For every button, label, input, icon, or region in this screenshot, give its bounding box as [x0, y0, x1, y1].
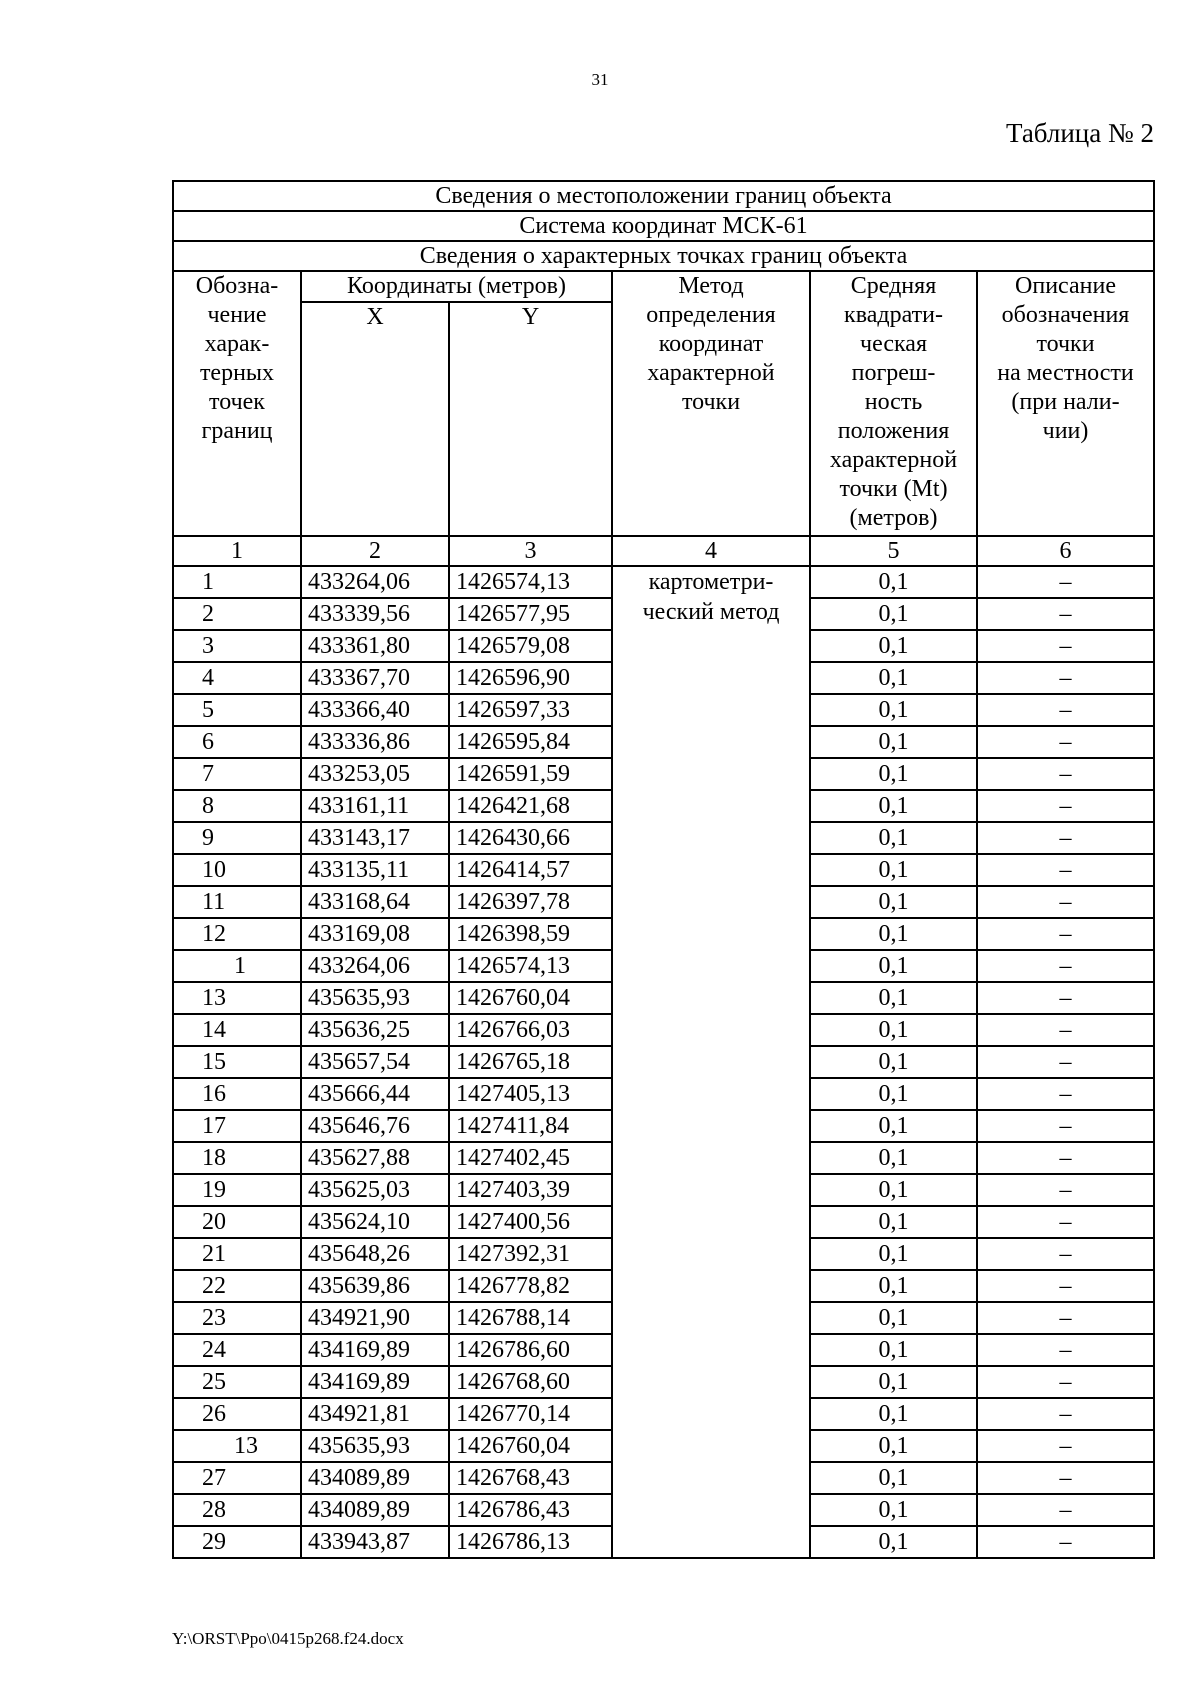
- coordinate-x: 435625,03: [301, 1174, 449, 1206]
- point-number: 25: [173, 1366, 301, 1398]
- mean-square-error: 0,1: [810, 1430, 977, 1462]
- coordinate-x: 434169,89: [301, 1334, 449, 1366]
- coordinate-y: 1426765,18: [449, 1046, 612, 1078]
- mean-square-error: 0,1: [810, 886, 977, 918]
- coordinate-y: 1426766,03: [449, 1014, 612, 1046]
- coordinate-y: 1426760,04: [449, 982, 612, 1014]
- point-description: –: [977, 1334, 1154, 1366]
- point-description: –: [977, 1526, 1154, 1558]
- point-description: –: [977, 1174, 1154, 1206]
- mean-square-error: 0,1: [810, 1014, 977, 1046]
- coordinate-x: 433366,40: [301, 694, 449, 726]
- coordinate-x: 433264,06: [301, 950, 449, 982]
- mean-square-error: 0,1: [810, 662, 977, 694]
- coordinate-y: 1426574,13: [449, 950, 612, 982]
- mean-square-error: 0,1: [810, 694, 977, 726]
- point-description: –: [977, 566, 1154, 598]
- point-number: 13: [173, 1430, 301, 1462]
- point-number: 9: [173, 822, 301, 854]
- coordinate-y: 1426414,57: [449, 854, 612, 886]
- coordinate-y: 1426421,68: [449, 790, 612, 822]
- coordinate-x: 433135,11: [301, 854, 449, 886]
- mean-square-error: 0,1: [810, 1462, 977, 1494]
- coordinate-y: 1426591,59: [449, 758, 612, 790]
- mean-square-error: 0,1: [810, 822, 977, 854]
- mean-square-error: 0,1: [810, 1302, 977, 1334]
- point-number: 29: [173, 1526, 301, 1558]
- point-description: –: [977, 1270, 1154, 1302]
- column-header-error: Средняя квадрати- ческая погреш- ность положения характерной точки (Mt) (метров): [810, 271, 977, 536]
- point-description: –: [977, 950, 1154, 982]
- coordinate-x: 433253,05: [301, 758, 449, 790]
- point-number: 1: [173, 566, 301, 598]
- coordinate-x: 433361,80: [301, 630, 449, 662]
- point-description: –: [977, 694, 1154, 726]
- coordinate-x: 433169,08: [301, 918, 449, 950]
- page-number: 31: [591, 70, 609, 89]
- point-number: 14: [173, 1014, 301, 1046]
- column-number: 3: [449, 536, 612, 566]
- coordinate-x: 435639,86: [301, 1270, 449, 1302]
- coordinate-y: 1427400,56: [449, 1206, 612, 1238]
- point-description: –: [977, 1238, 1154, 1270]
- column-numbers-row: [173, 536, 1154, 566]
- point-description: –: [977, 1494, 1154, 1526]
- coordinate-x: 435648,26: [301, 1238, 449, 1270]
- coordinates-table: [172, 180, 1155, 1559]
- coordinate-system: Система координат МСК-61: [173, 211, 1154, 241]
- point-description: –: [977, 854, 1154, 886]
- coordinate-y: 1426430,66: [449, 822, 612, 854]
- coordinate-y: 1426786,13: [449, 1526, 612, 1558]
- mean-square-error: 0,1: [810, 1046, 977, 1078]
- point-number: 15: [173, 1046, 301, 1078]
- mean-square-error: 0,1: [810, 1494, 977, 1526]
- point-number: 11: [173, 886, 301, 918]
- mean-square-error: 0,1: [810, 726, 977, 758]
- point-number: 7: [173, 758, 301, 790]
- point-description: –: [977, 1014, 1154, 1046]
- point-number: 13: [173, 982, 301, 1014]
- coordinate-y: 1426597,33: [449, 694, 612, 726]
- mean-square-error: 0,1: [810, 918, 977, 950]
- point-description: –: [977, 1302, 1154, 1334]
- mean-square-error: 0,1: [810, 982, 977, 1014]
- coordinate-y: 1426398,59: [449, 918, 612, 950]
- mean-square-error: 0,1: [810, 1238, 977, 1270]
- mean-square-error: 0,1: [810, 854, 977, 886]
- point-description: –: [977, 1110, 1154, 1142]
- coordinate-y: 1426577,95: [449, 598, 612, 630]
- point-number: 10: [173, 854, 301, 886]
- point-number: 6: [173, 726, 301, 758]
- point-description: –: [977, 822, 1154, 854]
- point-number: 19: [173, 1174, 301, 1206]
- point-description: –: [977, 886, 1154, 918]
- point-number: 12: [173, 918, 301, 950]
- column-number: 1: [173, 536, 301, 566]
- coordinate-x: 433336,86: [301, 726, 449, 758]
- coordinate-x: 433339,56: [301, 598, 449, 630]
- point-number: 3: [173, 630, 301, 662]
- mean-square-error: 0,1: [810, 790, 977, 822]
- coordinate-y: 1426786,60: [449, 1334, 612, 1366]
- file-path-footer: Y:\ORST\Ppo\0415p268.f24.docx: [172, 1629, 404, 1648]
- mean-square-error: 0,1: [810, 1142, 977, 1174]
- coordinate-x: 435646,76: [301, 1110, 449, 1142]
- column-header-x: X: [301, 302, 449, 536]
- coordinate-x: 433168,64: [301, 886, 449, 918]
- point-number: 28: [173, 1494, 301, 1526]
- point-description: –: [977, 662, 1154, 694]
- point-number: 2: [173, 598, 301, 630]
- coordinate-x: 433161,11: [301, 790, 449, 822]
- mean-square-error: 0,1: [810, 1334, 977, 1366]
- point-description: –: [977, 598, 1154, 630]
- coordinate-x: 435627,88: [301, 1142, 449, 1174]
- point-description: –: [977, 918, 1154, 950]
- point-number: 4: [173, 662, 301, 694]
- mean-square-error: 0,1: [810, 1206, 977, 1238]
- point-number: 23: [173, 1302, 301, 1334]
- coordinate-y: 1426786,43: [449, 1494, 612, 1526]
- mean-square-error: 0,1: [810, 758, 977, 790]
- mean-square-error: 0,1: [810, 1078, 977, 1110]
- column-header-designation: Обозна- чение харак- терных точек границ: [173, 271, 301, 536]
- coordinate-x: 433943,87: [301, 1526, 449, 1558]
- point-description: –: [977, 790, 1154, 822]
- coordinate-x: 435635,93: [301, 1430, 449, 1462]
- method-cell: картометри- ческий метод: [612, 566, 810, 1558]
- mean-square-error: 0,1: [810, 1366, 977, 1398]
- point-description: –: [977, 1462, 1154, 1494]
- point-description: –: [977, 726, 1154, 758]
- coordinate-x: 434089,89: [301, 1462, 449, 1494]
- point-number: 16: [173, 1078, 301, 1110]
- column-number: 6: [977, 536, 1154, 566]
- point-number: 22: [173, 1270, 301, 1302]
- mean-square-error: 0,1: [810, 1110, 977, 1142]
- mean-square-error: 0,1: [810, 566, 977, 598]
- table-title: Сведения о местоположении границ объекта: [173, 181, 1154, 211]
- mean-square-error: 0,1: [810, 598, 977, 630]
- point-number: 24: [173, 1334, 301, 1366]
- coordinate-x: 434921,90: [301, 1302, 449, 1334]
- coordinate-y: 1426760,04: [449, 1430, 612, 1462]
- column-header-y: Y: [449, 302, 612, 536]
- mean-square-error: 0,1: [810, 1526, 977, 1558]
- coordinate-y: 1426596,90: [449, 662, 612, 694]
- point-description: –: [977, 982, 1154, 1014]
- table-row: [173, 566, 1154, 598]
- point-number: 20: [173, 1206, 301, 1238]
- point-number: 21: [173, 1238, 301, 1270]
- column-number: 2: [301, 536, 449, 566]
- coordinate-x: 433367,70: [301, 662, 449, 694]
- mean-square-error: 0,1: [810, 950, 977, 982]
- point-number: 5: [173, 694, 301, 726]
- column-header-description: Описание обозначения точки на местности (при нали- чии): [977, 271, 1154, 536]
- point-number: 17: [173, 1110, 301, 1142]
- coordinate-y: 1426778,82: [449, 1270, 612, 1302]
- point-description: –: [977, 1078, 1154, 1110]
- point-description: –: [977, 630, 1154, 662]
- table-subtitle: Сведения о характерных точках границ объекта: [173, 241, 1154, 271]
- coordinate-x: 435635,93: [301, 982, 449, 1014]
- point-number: 8: [173, 790, 301, 822]
- coordinate-y: 1426579,08: [449, 630, 612, 662]
- coordinate-x: 434169,89: [301, 1366, 449, 1398]
- coordinate-y: 1427402,45: [449, 1142, 612, 1174]
- column-header-coordinates: Координаты (метров): [301, 271, 612, 302]
- point-description: –: [977, 758, 1154, 790]
- coordinate-x: 435636,25: [301, 1014, 449, 1046]
- column-header-method: Метод определения координат характерной точки: [612, 271, 810, 536]
- point-number: 27: [173, 1462, 301, 1494]
- coordinate-y: 1427405,13: [449, 1078, 612, 1110]
- coordinate-y: 1426397,78: [449, 886, 612, 918]
- table-caption: Таблица № 2: [1006, 118, 1154, 148]
- coordinate-y: 1426574,13: [449, 566, 612, 598]
- coordinate-x: 435624,10: [301, 1206, 449, 1238]
- mean-square-error: 0,1: [810, 630, 977, 662]
- coordinate-y: 1426770,14: [449, 1398, 612, 1430]
- point-number: 1: [173, 950, 301, 982]
- coordinate-y: 1427403,39: [449, 1174, 612, 1206]
- point-description: –: [977, 1142, 1154, 1174]
- point-description: –: [977, 1430, 1154, 1462]
- mean-square-error: 0,1: [810, 1174, 977, 1206]
- coordinate-x: 435657,54: [301, 1046, 449, 1078]
- mean-square-error: 0,1: [810, 1398, 977, 1430]
- mean-square-error: 0,1: [810, 1270, 977, 1302]
- coordinate-x: 435666,44: [301, 1078, 449, 1110]
- coordinate-x: 433143,17: [301, 822, 449, 854]
- coordinate-y: 1426768,43: [449, 1462, 612, 1494]
- point-description: –: [977, 1206, 1154, 1238]
- coordinate-x: 434921,81: [301, 1398, 449, 1430]
- point-number: 18: [173, 1142, 301, 1174]
- coordinate-y: 1426768,60: [449, 1366, 612, 1398]
- point-description: –: [977, 1046, 1154, 1078]
- coordinate-y: 1427392,31: [449, 1238, 612, 1270]
- coordinate-y: 1426788,14: [449, 1302, 612, 1334]
- point-number: 26: [173, 1398, 301, 1430]
- coordinate-y: 1426595,84: [449, 726, 612, 758]
- coordinate-x: 434089,89: [301, 1494, 449, 1526]
- point-description: –: [977, 1366, 1154, 1398]
- point-description: –: [977, 1398, 1154, 1430]
- coordinate-y: 1427411,84: [449, 1110, 612, 1142]
- column-number: 4: [612, 536, 810, 566]
- coordinate-x: 433264,06: [301, 566, 449, 598]
- column-number: 5: [810, 536, 977, 566]
